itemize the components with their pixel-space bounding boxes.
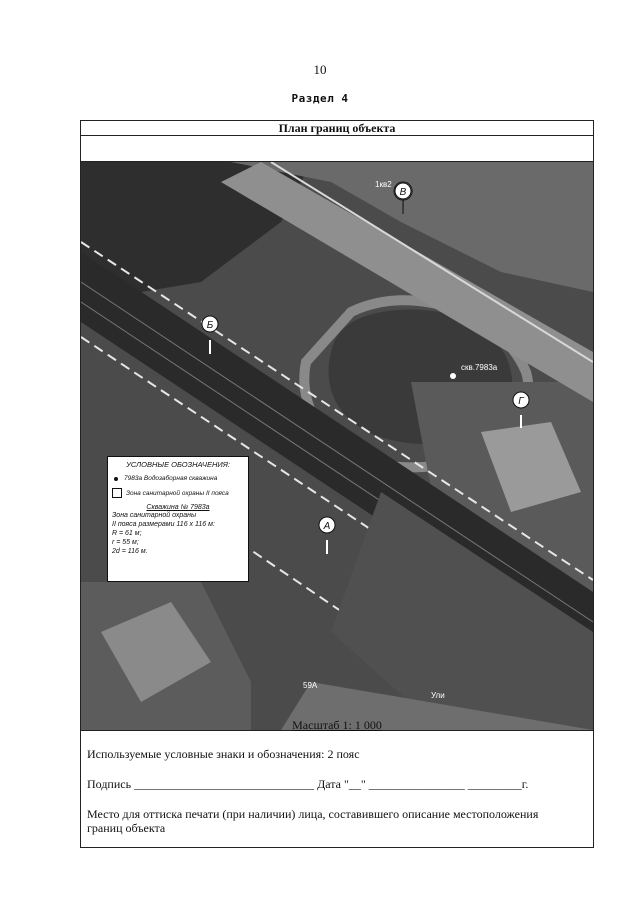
legend-line: r = 55 м; [112, 539, 139, 546]
satellite-map [81, 161, 593, 731]
zone-square-icon [112, 488, 122, 498]
bottom-label-b: Ули [431, 691, 445, 700]
bottom-label-a: 59А [303, 681, 318, 690]
marker-a-label: А [323, 521, 331, 532]
map-legend [107, 456, 249, 582]
stamp-line-1: Место для оттиска печати (при наличии) лица, составившего описание местоположения [87, 807, 539, 821]
legend-line: 2d = 116 м. [112, 548, 148, 555]
marker-b-label: Б [206, 320, 214, 331]
page-number: 10 [313, 62, 327, 77]
frame-title: План границ объекта [81, 121, 593, 136]
legend-row-zone-text: Зона санитарной охраны II пояса [126, 489, 229, 497]
legend-well-title: Скважина № 7983а [146, 504, 210, 511]
legend-line: R = 61 м; [112, 530, 142, 537]
legend-row-well-text: 7983а Водозаборная скважина [124, 475, 218, 482]
well-dot-icon [114, 477, 118, 481]
stamp-line-2: границ объекта [87, 821, 166, 835]
legend-title: УСЛОВНЫЕ ОБОЗНАЧЕНИЯ: [126, 460, 230, 469]
symbols-line: Используемые условные знаки и обозначения: 2 пояс [87, 747, 360, 761]
marker-g-label: Г [518, 396, 524, 407]
well-map-label: скв.7983а [461, 363, 498, 372]
scale-text: Масштаб 1: 1 000 [292, 718, 382, 732]
legend-row-well [112, 475, 244, 482]
legend-row-zone [112, 488, 244, 498]
object-boundary-frame [80, 120, 594, 848]
signature-line: Подпись ______________________________ Дата "__" ________________ _________г. [87, 777, 529, 791]
house-label: 1кв2 [375, 180, 392, 189]
legend-line: II пояса размерами 116 х 116 м: [112, 521, 215, 528]
section-label: Раздел 4 [291, 92, 349, 105]
marker-v-label: В [399, 187, 407, 198]
legend-line: Зона санитарной охраны [112, 512, 197, 519]
well-point [450, 373, 456, 379]
map-image [81, 162, 593, 730]
